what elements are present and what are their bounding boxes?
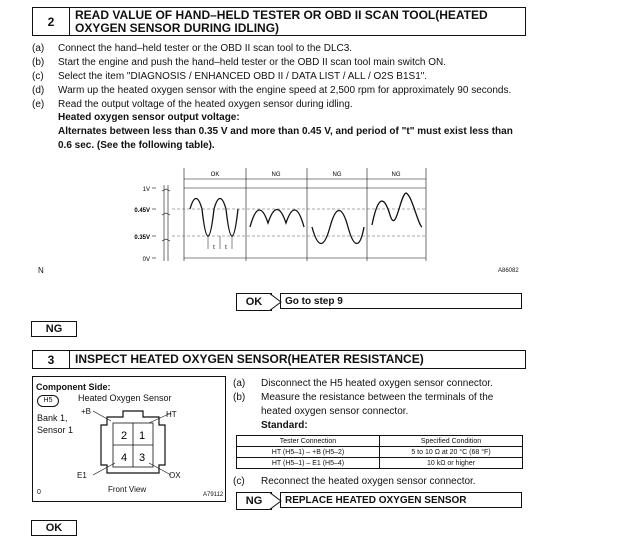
- pin-plus-b-label: +B: [81, 407, 92, 416]
- step2-title-line1: READ VALUE OF HAND–HELD TESTER OR OBD II SCAN TOOL(HEATED: [75, 8, 488, 22]
- pin-e1-label: E1: [77, 471, 87, 480]
- connector-id-badge: [37, 395, 59, 407]
- bank-line1: Bank 1,: [37, 413, 68, 423]
- step3-ng-box[interactable]: NG: [236, 492, 272, 510]
- connector-id-label: H5: [43, 397, 53, 404]
- step3-item-c-label: (c): [233, 476, 245, 487]
- sensor-name: Heated Oxygen Sensor: [78, 393, 172, 403]
- step3-title: INSPECT HEATED OXYGEN SENSOR(HEATER RESISTANCE): [75, 352, 424, 366]
- step3-header: [32, 350, 526, 369]
- step2-title-line2: OXYGEN SENSOR DURING IDLING): [75, 21, 280, 35]
- step2-ok-action[interactable]: [280, 293, 522, 309]
- step2-list: (a) Connect the hand–held tester or the OBD II scan tool to the DLC3. (b) Start the engine and push the hand–held tester or the OBD II scan tool main switch ON. (c) Select the item "DIAGNOSIS / ENHANCED OBD II / DATA LIST / ALL / O2S B1S1". (d) Warm up the heated oxygen sensor with the engine speed at 2,500 rpm for approximately 90 seconds. (e) Read the output voltage of the heated oxygen sensor during idling.: [32, 43, 512, 110]
- table-row: [237, 447, 523, 458]
- ng-waveform-2: [312, 211, 364, 244]
- step2-ok-box[interactable]: OK: [236, 293, 272, 311]
- column-label-ng-1: NG: [271, 172, 281, 178]
- step3-item-b-text2: heated oxygen sensor connector.: [261, 406, 409, 417]
- pin-4: 4: [121, 452, 128, 464]
- column-label-ng-2: NG: [332, 172, 342, 178]
- voltage-waveform-chart: [120, 165, 430, 265]
- column-label-ng-3: NG: [391, 172, 401, 178]
- step2-ng-box[interactable]: NG: [31, 321, 77, 337]
- t-label-1: t: [213, 245, 215, 251]
- step3-number: 3: [33, 351, 70, 368]
- spec-line2: 0.6 sec. (See the following table).: [58, 140, 215, 151]
- t-label-2: t: [225, 245, 227, 251]
- pin-1: 1: [139, 430, 146, 442]
- step3-ok-box[interactable]: OK: [31, 520, 77, 536]
- side-mark: N: [38, 266, 44, 275]
- y-label-045v: 0.45V: [134, 208, 150, 214]
- connector-shape: [93, 409, 173, 481]
- step3-item-a-text: Disconnect the H5 heated oxygen sensor connector.: [261, 378, 493, 389]
- table-header-row: [237, 436, 523, 447]
- ng-waveform-3: [372, 193, 422, 227]
- row2-connection: HT (H5–1) – E1 (H5–4): [237, 458, 380, 469]
- step2-ok-action-label: Go to step 9: [285, 296, 343, 307]
- step3-ng-action[interactable]: [280, 492, 522, 508]
- step3-item-c-text: Reconnect the heated oxygen sensor connector.: [261, 476, 476, 487]
- standard-label: Standard:: [261, 420, 308, 431]
- y-label-035v: 0.35V: [134, 235, 150, 241]
- row1-connection: HT (H5–1) – +B (H5–2): [237, 447, 380, 458]
- front-view-label: Front View: [108, 485, 147, 494]
- bank-line2: Sensor 1: [37, 425, 74, 435]
- pin-ox-label: OX: [169, 471, 181, 480]
- pin-2: 2: [121, 430, 128, 442]
- spec-title: Heated oxygen sensor output voltage:: [58, 112, 240, 123]
- step2-number: 2: [33, 8, 70, 35]
- pin-ht-label: HT: [166, 410, 177, 419]
- header-tester-connection: Tester Connection: [237, 436, 380, 447]
- table-row: [237, 458, 523, 469]
- y-label-0v: 0V: [142, 257, 150, 263]
- ok-waveform: [190, 199, 238, 237]
- connector-diagram: [32, 376, 226, 502]
- row2-condition: 10 kΩ or higher: [380, 458, 523, 469]
- row1-condition: 5 to 10 Ω at 20 °C (68 °F): [380, 447, 523, 458]
- step2-header: [32, 7, 526, 36]
- corner-mark: 0: [37, 489, 41, 496]
- chart-figure-id: A86082: [498, 268, 519, 274]
- resistance-spec-table: [236, 435, 523, 469]
- spec-line1: Alternates between less than 0.35 V and more than 0.45 V, and period of "t" must exist less than: [58, 126, 513, 137]
- column-label-ok: OK: [210, 172, 220, 178]
- component-side-label: Component Side:: [36, 382, 111, 392]
- step3-item-b-label: (b): [233, 392, 246, 403]
- ng-waveform-1: [250, 210, 304, 228]
- header-specified-condition: Specified Condition: [380, 436, 523, 447]
- step3-ng-action-label: REPLACE HEATED OXYGEN SENSOR: [285, 495, 467, 506]
- step3-item-a-label: (a): [233, 378, 246, 389]
- step3-item-b-text1: Measure the resistance between the terminals of the: [261, 392, 494, 403]
- pin-3: 3: [139, 452, 146, 464]
- diagram-figure-id: A79112: [203, 492, 224, 498]
- y-label-1v: 1V: [142, 187, 150, 193]
